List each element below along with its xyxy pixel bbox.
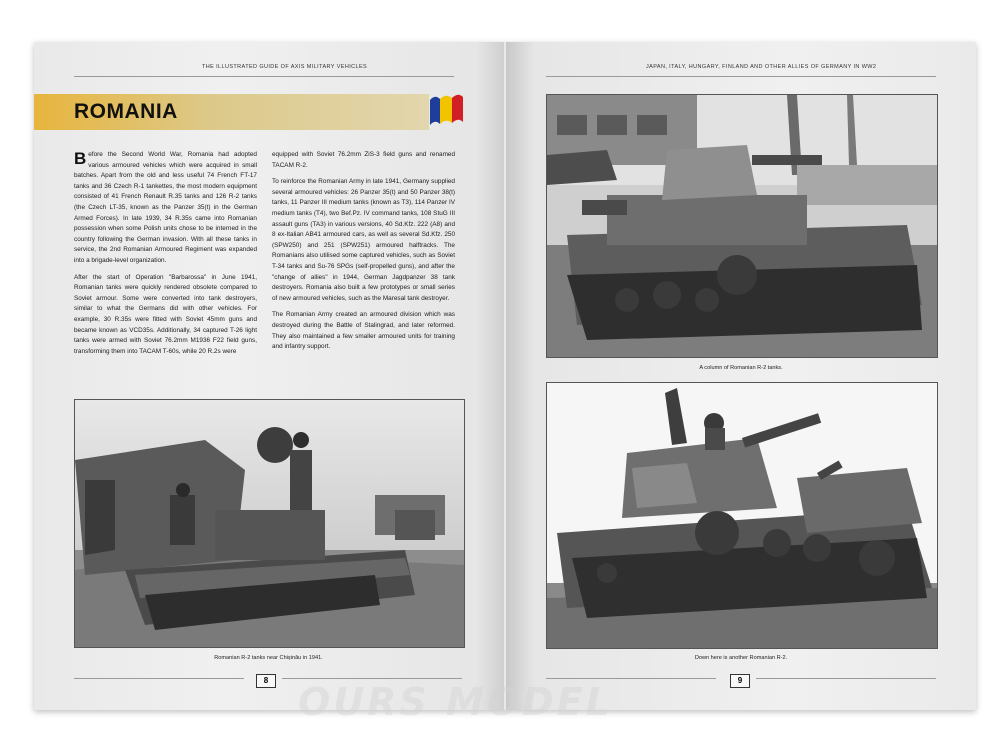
paragraph: equipped with Soviet 76.2mm ZiS-3 field guns and renamed TACAM R-2. — [272, 151, 455, 169]
single-tank-photo-image — [547, 383, 937, 648]
tank-photo-image — [75, 400, 464, 647]
page-number: 8 — [256, 674, 276, 688]
left-running-head: THE ILLUSTRATED GUIDE OF AXIS MILITARY VEHICLES — [202, 64, 368, 70]
footer-rule — [546, 678, 716, 679]
watermark: OURS MODEL — [298, 680, 613, 724]
section-title: ROMANIA — [74, 100, 178, 123]
photo1-caption: A column of Romanian R-2 tanks. — [699, 365, 783, 371]
photo-column-of-tanks — [546, 94, 938, 358]
paragraph: To reinforce the Romanian Army in late 1941, Germany supplied several armoured vehicles: 26 Panzer 35(t) and 50 Panzer 38(t) tanks, 11 Panzer III medium tanks (known as T3), 114 Panzer IV medium tanks (T4), two Bef.Pz. IV command tanks, 108 StuG III assault guns (TA3) in various versions, 40 Sd.Kfz. 222 (A8) and 8 ex-Italian AB41 armoured cars, as well as several Sd.Kfz. 250 (SPW250) and 251 (SPW251) armoured halftracks. The Romanians also utilised some captured vehicles, such as Soviet T-34 tanks and Su-76 SPGs (self-propelled guns), and after the "change of allies" in 1944, German Jagdpanzer 38 tank destroyers. Romania also built a few prototypes or small series of new armoured vehicles, such as the Maresal tank destroyer. — [272, 178, 455, 302]
drop-cap: B — [74, 149, 87, 168]
paragraph: efore the Second World War, Romania had adopted various armoured vehicles which were acquired in small batches. Apart from the old and less useful 74 French FT-17 tanks and 36 Czech R-1 tankettes, the most modern equipment consisted of 41 French Renault R.35 tanks and 126 R-2 tanks (the Czech LT-35, known as the Panzer 35(t) in the German Armed Forces). In late 1939, 34 R.35s came into Romanian possession when some Polish units chose to be interned in the country following the German invasion. With all these tanks in service, the 2nd Romanian Armoured Regiment was expanded into a brigade-level organization. — [74, 151, 257, 264]
footer-rule — [756, 678, 936, 679]
page-number: 9 — [730, 674, 750, 688]
photo2-caption: Down here is another Romanian R-2. — [694, 655, 788, 661]
left-page — [34, 42, 504, 710]
tank-column-photo-image — [547, 95, 937, 357]
paragraph: The Romanian Army created an armoured division which was destroyed during the Battle of Stalingrad, and later reformed. They also maintained a few smaller armoured units for training and infantry support. — [272, 311, 455, 351]
footer-rule — [282, 678, 462, 679]
paragraph: After the start of Operation "Barbarossa" in June 1941, Romanian tanks were quickly rendered obsolete compared to Soviet armour. Some were converted into tank destroyers, similar to what the Germans did with other vehicles. For example, 30 R.35s were fitted with Soviet 45mm guns and became known as VCD35s. Additionally, 34 captured T-26 light tanks were armed with Soviet 76.2mm M1936 F22 field guns, transforming them into TACAM T-60s, while 20 R.2s were — [74, 273, 257, 355]
header-rule — [74, 76, 454, 77]
book-spread — [34, 42, 976, 710]
right-running-head: JAPAN, ITALY, HUNGARY, FINLAND AND OTHER ALLIES OF GERMANY IN WW2 — [646, 64, 877, 70]
footer-rule — [74, 678, 244, 679]
photo-caption: Romanian R-2 tanks near Chișinău in 1941. — [214, 655, 323, 661]
header-rule — [546, 76, 936, 77]
right-page — [506, 42, 976, 710]
text-column-1 — [74, 150, 257, 363]
photo-another-r2-tank — [546, 382, 938, 649]
text-column-2 — [272, 150, 455, 359]
photo-tanks-near-chisinau — [74, 399, 465, 648]
romanian-flag-icon — [426, 90, 466, 132]
